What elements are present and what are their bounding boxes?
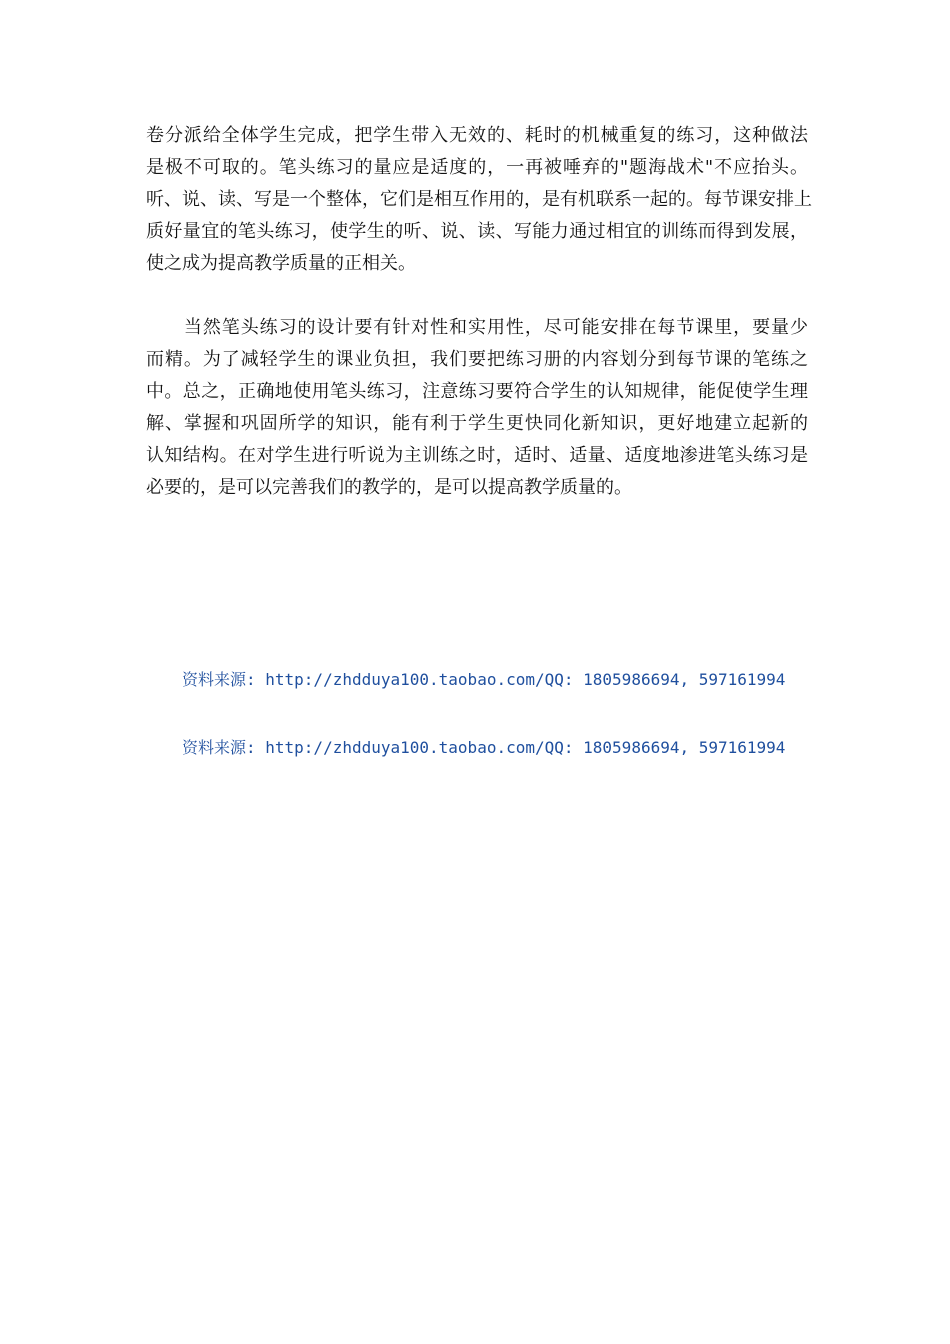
paragraph-1	[146, 120, 812, 280]
paragraph-line: 使之成为提高教学质量的正相关。	[146, 253, 416, 274]
paragraph-line: 质好量宜的笔头练习，使学生的听、说、读、写能力通过相宜的训练而得到发展，	[146, 221, 808, 242]
paragraph-line: 是极不可取的。笔头练习的量应是适度的，一再被唾弃的"题海战术"不应抬头。	[146, 157, 808, 178]
paragraph-line: 认知结构。在对学生进行听说为主训练之时，适时、适量、适度地渗进笔头练习是	[146, 445, 808, 466]
source-note: 资料来源: http://zhdduya100.taobao.com/QQ: 1805986694, 597161994	[182, 670, 786, 689]
paragraph-line: 当然笔头练习的设计要有针对性和实用性，尽可能安排在每节课里，要量少	[146, 317, 808, 338]
paragraph-line: 中。总之，正确地使用笔头练习，注意练习要符合学生的认知规律，能促使学生理	[146, 381, 808, 402]
paragraph-2	[146, 312, 808, 504]
paragraph-line: 而精。为了减轻学生的课业负担，我们要把练习册的内容划分到每节课的笔练之	[146, 349, 808, 370]
paragraph-line: 必要的，是可以完善我们的教学的，是可以提高教学质量的。	[146, 477, 632, 498]
paragraph-line: 卷分派给全体学生完成，把学生带入无效的、耗时的机械重复的练习，这种做法	[146, 125, 808, 146]
source-note: 资料来源: http://zhdduya100.taobao.com/QQ: 1805986694, 597161994	[182, 738, 786, 757]
paragraph-line: 听、说、读、写是一个整体，它们是相互作用的，是有机联系一起的。每节课安排上	[146, 189, 812, 210]
paragraph-line: 解、掌握和巩固所学的知识，能有利于学生更快同化新知识，更好地建立起新的	[146, 413, 808, 434]
